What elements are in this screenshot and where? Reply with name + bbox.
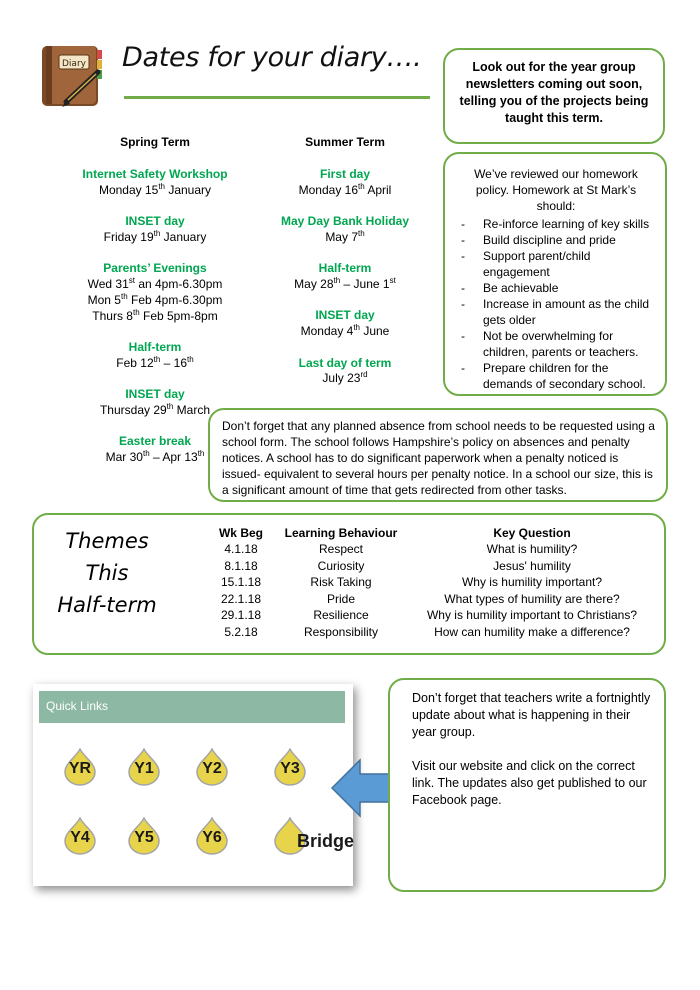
quick-link-y1[interactable] — [127, 748, 161, 786]
event-date: July 23rd — [322, 370, 368, 386]
themes-table — [204, 524, 660, 640]
themes-title-line: This — [85, 561, 129, 585]
column-header-question: Key Question — [493, 525, 571, 540]
summer-event — [260, 356, 430, 388]
quick-link-label: Y5 — [134, 829, 154, 846]
quick-links-header: Quick Links — [39, 691, 345, 723]
updates-paragraph-2: Visit our website and click on the correct link. The updates also get published to our Facebook page. — [412, 759, 647, 807]
absence-notice-box — [208, 408, 668, 502]
cell-week: 4.1.18 — [224, 542, 258, 557]
homework-list-item: - Be achievable — [457, 280, 655, 296]
cell-question: Why is humility important? — [461, 575, 603, 590]
newsletter-notice-box — [443, 48, 665, 144]
event-date: Feb 12th – 16th — [116, 354, 194, 370]
cell-behaviour: Pride — [326, 591, 355, 606]
event-date: Monday 4th June — [300, 323, 390, 339]
homework-policy-box — [443, 152, 667, 396]
column-header-week: Wk Beg — [218, 525, 263, 540]
event-date: Wed 31st an 4pm-6.30pm — [87, 275, 223, 291]
teacher-updates-box — [388, 678, 666, 892]
title-underline — [124, 96, 430, 99]
spring-event — [70, 340, 240, 372]
quick-link-label: YR — [68, 760, 92, 777]
themes-box — [32, 513, 666, 655]
event-name: INSET day — [125, 387, 185, 402]
column-header-behaviour: Learning Behaviour — [284, 525, 398, 540]
event-date: Mon 5th Feb 4pm-6.30pm — [87, 291, 223, 307]
cell-week: 5.2.18 — [224, 624, 258, 639]
newsletter-notice-text: Look out for the year group newsletters coming out soon, telling you of the projects being taught this term. — [459, 60, 649, 125]
cell-week: 15.1.18 — [220, 575, 262, 590]
event-date: May 28th – June 1st — [294, 275, 396, 291]
cell-question: What types of humility are there? — [444, 591, 620, 606]
cell-week: 8.1.18 — [224, 558, 258, 573]
quick-link-y2[interactable] — [195, 748, 229, 786]
quick-link-y4[interactable] — [63, 817, 97, 855]
page-title: Dates for your diary…. — [122, 42, 422, 73]
left-arrow-icon — [330, 758, 392, 821]
table-row — [204, 607, 660, 624]
homework-list-item: - Not be overwhelming for children, parents or teachers. — [457, 328, 655, 360]
event-name: May Day Bank Holiday — [280, 213, 410, 228]
cell-behaviour: Resilience — [313, 608, 369, 623]
homework-list — [457, 216, 655, 392]
cell-question: How can humility make a difference? — [434, 624, 630, 639]
event-name: Half-term — [128, 339, 182, 354]
event-name: First day — [319, 166, 370, 181]
event-name: Half-term — [318, 261, 372, 276]
quick-link-yr[interactable] — [63, 748, 97, 786]
cell-question: Jesus' humility — [493, 558, 571, 573]
event-date: Monday 16th April — [298, 181, 392, 197]
homework-list-item: - Build discipline and pride — [457, 232, 655, 248]
event-date: May 7th — [325, 228, 365, 244]
quick-link-label: Y1 — [134, 760, 154, 777]
quick-link-label: Y6 — [202, 829, 222, 846]
homework-list-item: - Re-inforce learning of key skills — [457, 216, 655, 232]
quick-link-y6[interactable] — [195, 817, 229, 855]
homework-list-item: - Increase in amount as the child gets older — [457, 296, 655, 328]
table-row — [204, 591, 660, 608]
spring-term-heading: Spring Term — [120, 135, 190, 149]
table-row — [204, 624, 660, 641]
table-row — [204, 541, 660, 558]
event-name: Last day of term — [298, 355, 392, 370]
homework-list-item: - Prepare children for the demands of secondary school. — [457, 360, 655, 392]
absence-notice-text: Don’t forget that any planned absence from school needs to be requested using a school form. The school follows Hampshire’s policy on absences and penalty notices. A school has to do significant paperwork when a penalty noticed is issued- equivalent to several hours per penalty notice. In a school our size, this is a significant amount of time that gets redirected from other tasks. — [222, 419, 655, 497]
cell-week: 29.1.18 — [220, 608, 262, 623]
event-name: INSET day — [125, 213, 185, 228]
summer-event — [260, 261, 430, 293]
summer-event — [260, 308, 430, 340]
summer-event — [260, 214, 430, 246]
quick-link-y3[interactable] — [273, 748, 307, 786]
diary-icon-label: Diary — [62, 59, 86, 69]
spring-event — [70, 167, 240, 199]
cell-question: What is humility? — [486, 542, 578, 557]
summer-term-heading: Summer Term — [305, 135, 385, 149]
quick-links-panel — [33, 684, 353, 886]
updates-paragraph-1: Don’t forget that teachers write a fortnightly update about what is happening in their year group. — [412, 691, 651, 739]
table-row — [204, 574, 660, 591]
event-date: Friday 19th January — [103, 228, 207, 244]
summer-event — [260, 167, 430, 199]
event-name: Internet Safety Workshop — [82, 166, 228, 181]
summer-term-column — [260, 135, 430, 403]
cell-behaviour: Responsibility — [303, 624, 379, 639]
quick-link-label: Y2 — [202, 760, 222, 777]
cell-question: Why is humility important to Christians? — [426, 608, 638, 623]
homework-intro: We’ve reviewed our homework policy. Homework at St Mark’s should: — [474, 167, 638, 213]
quick-link-y5[interactable] — [127, 817, 161, 855]
cell-behaviour: Curiosity — [317, 558, 365, 573]
quick-link-label: Y4 — [70, 829, 90, 846]
themes-title — [48, 525, 166, 621]
table-row — [204, 558, 660, 575]
event-name: Parents’ Evenings — [103, 261, 207, 276]
event-name: INSET day — [315, 308, 375, 323]
event-date: Thursday 29th March — [99, 401, 211, 417]
cell-week: 22.1.18 — [220, 591, 262, 606]
event-date: Mar 30th – Apr 13th — [105, 449, 205, 465]
spring-event — [70, 261, 240, 324]
spring-event — [70, 214, 240, 246]
themes-title-line: Themes — [65, 529, 149, 553]
cell-behaviour: Risk Taking — [310, 575, 372, 590]
themes-title-line: Half-term — [57, 593, 157, 617]
cell-behaviour: Respect — [318, 542, 364, 557]
event-date: Monday 15th January — [98, 181, 212, 197]
diary-book-icon — [40, 42, 106, 110]
event-date: Thurs 8th Feb 5pm-8pm — [92, 307, 218, 323]
homework-list-item: - Support parent/child engagement — [457, 248, 655, 280]
event-name: Easter break — [118, 434, 192, 449]
quick-link-label: Bridge — [297, 831, 355, 851]
quick-link-label: Y3 — [280, 760, 300, 777]
